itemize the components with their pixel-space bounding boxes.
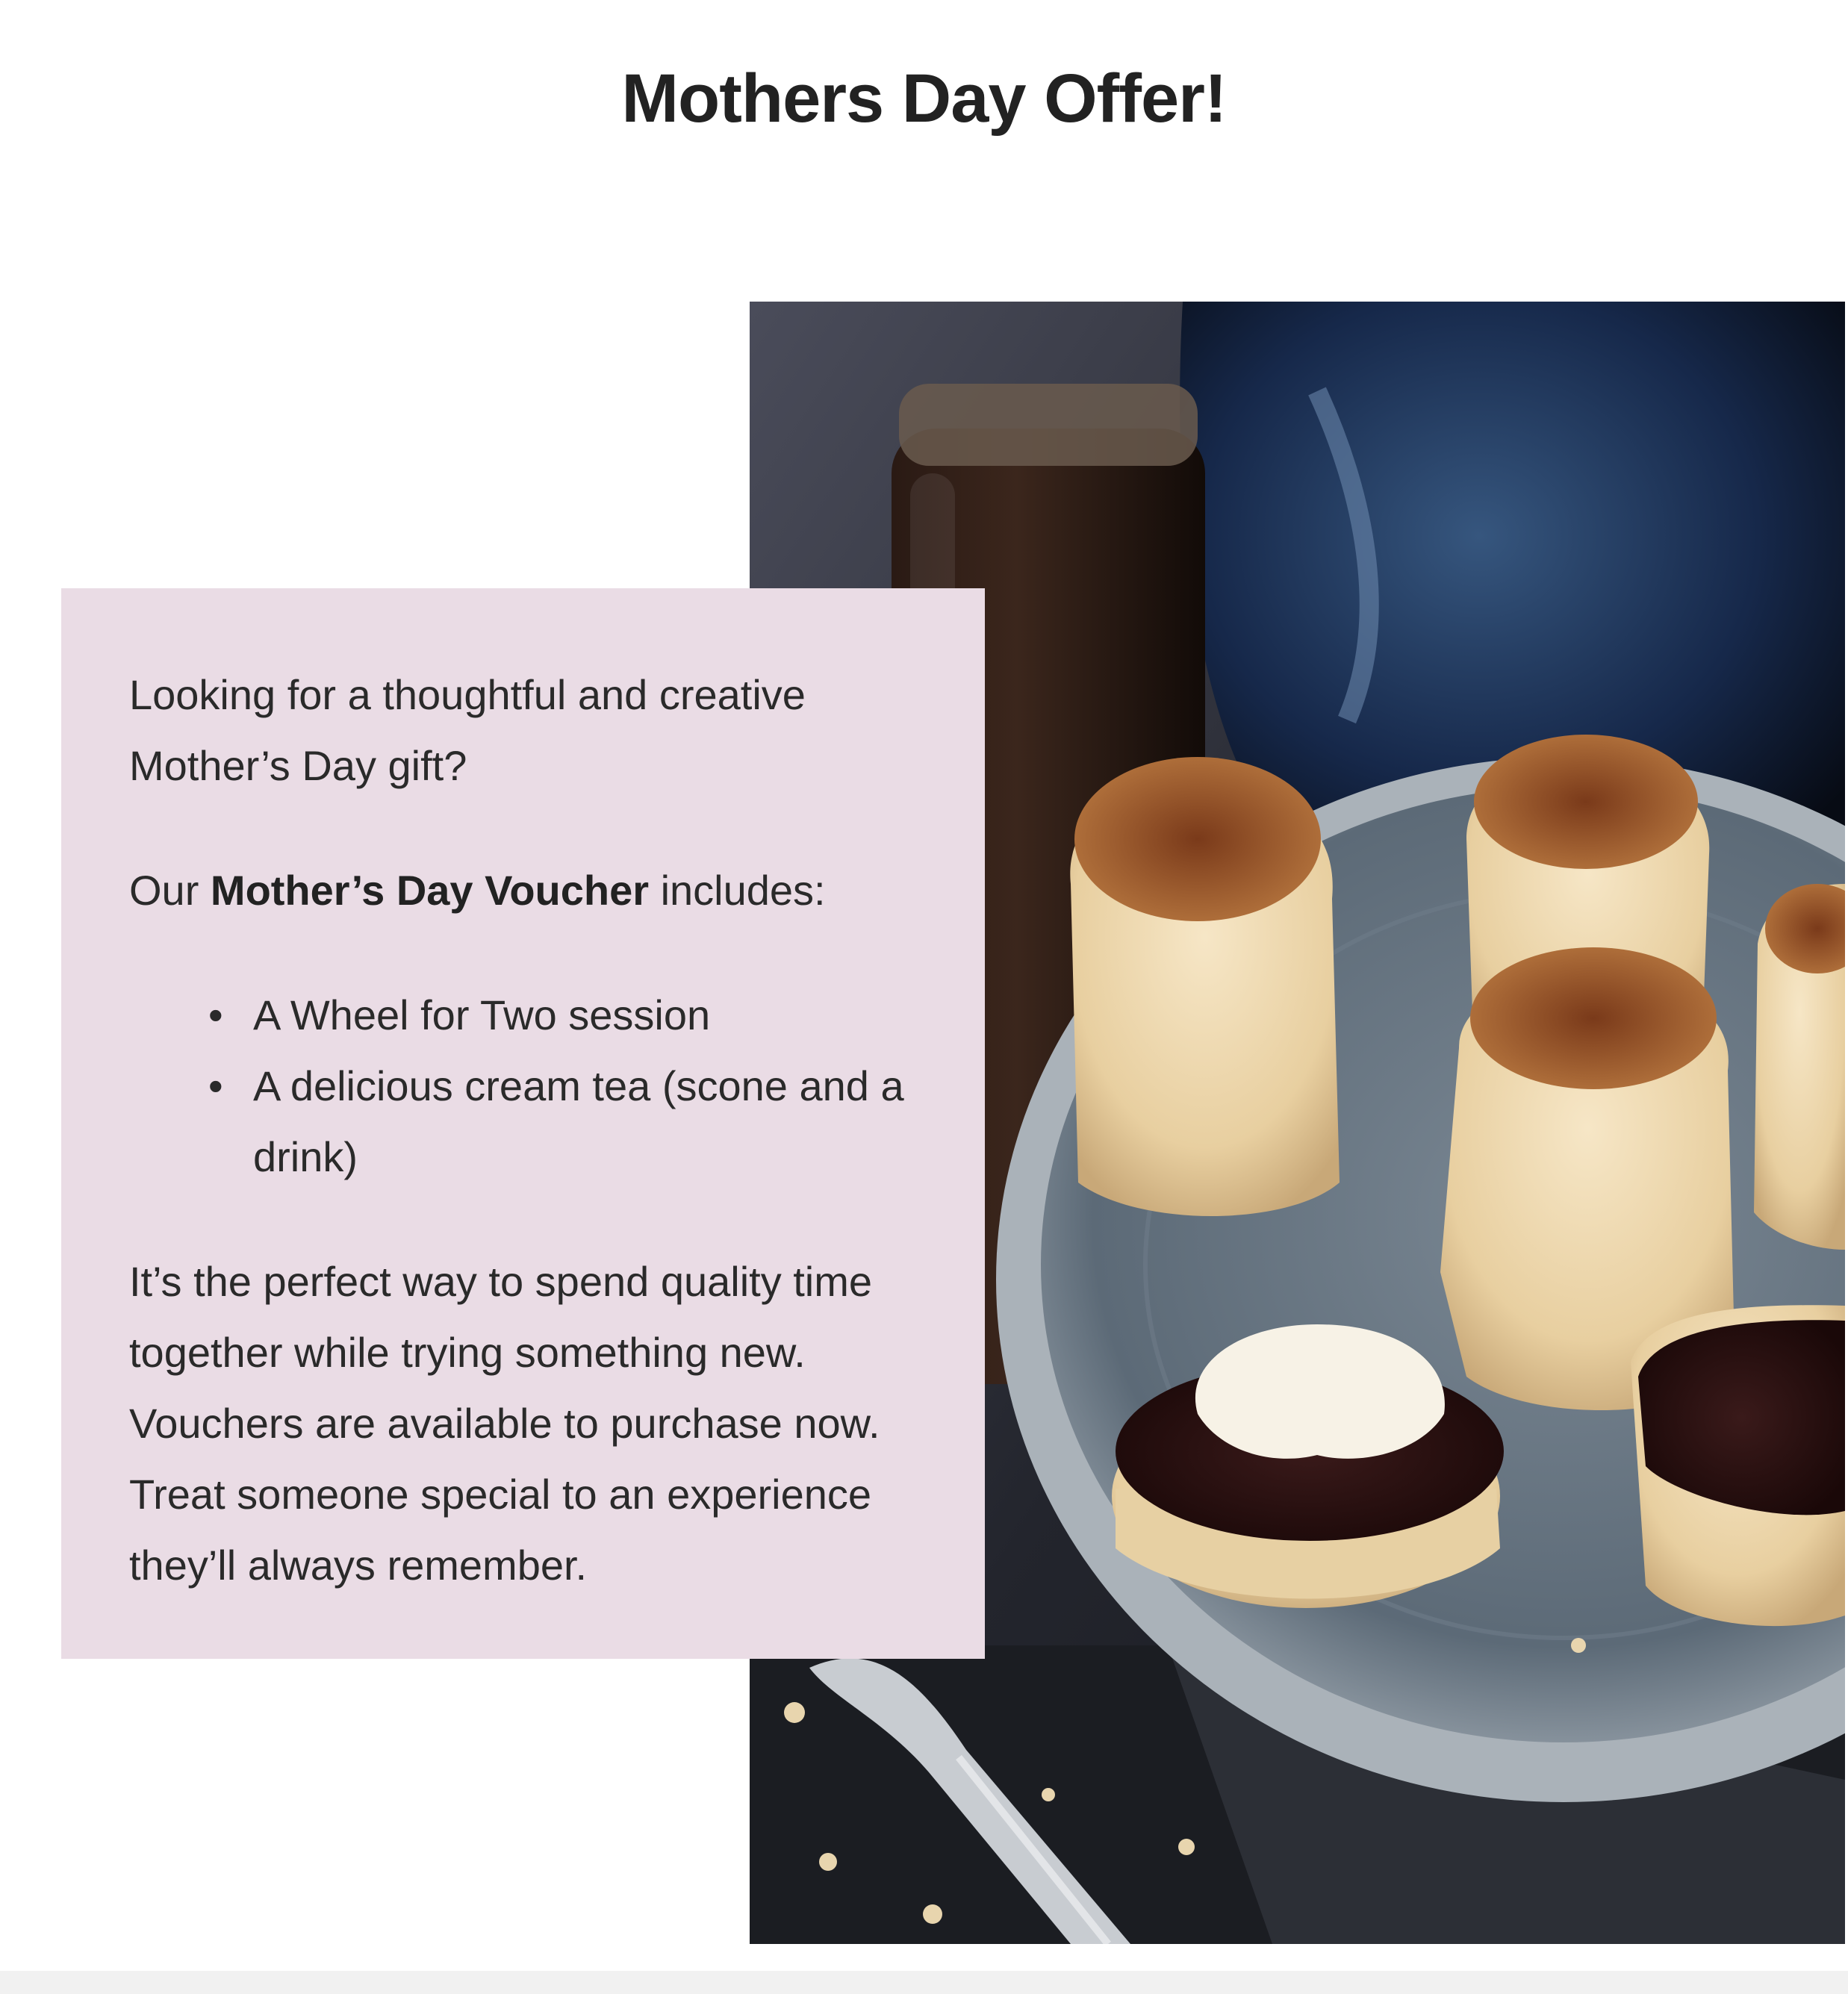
voucher-name: Mother’s Day Voucher [210,867,650,914]
bottom-divider [0,1971,1848,1994]
voucher-info-card [61,588,985,1659]
page-title: Mothers Day Offer! [621,60,1227,137]
voucher-includes-text [129,855,925,926]
voucher-prefix: Our [129,867,199,914]
voucher-suffix: includes: [660,867,826,914]
intro-text: Looking for a thoughtful and creative Mother’s Day gift? [129,671,806,789]
closing-text: It’s the perfect way to spend quality time together while trying something new. Vouchers are available to purchase now. Treat someone special to an experience they’ll always remember. [129,1258,880,1589]
list-item [208,979,925,1050]
voucher-items-list [129,979,925,1192]
list-item [208,1050,925,1192]
bullet-icon: • [208,991,223,1038]
list-item-text: A delicious cream tea (scone and a drink) [253,1062,904,1180]
bullet-icon: • [208,1062,223,1109]
list-item-text: A Wheel for Two session [253,991,711,1038]
